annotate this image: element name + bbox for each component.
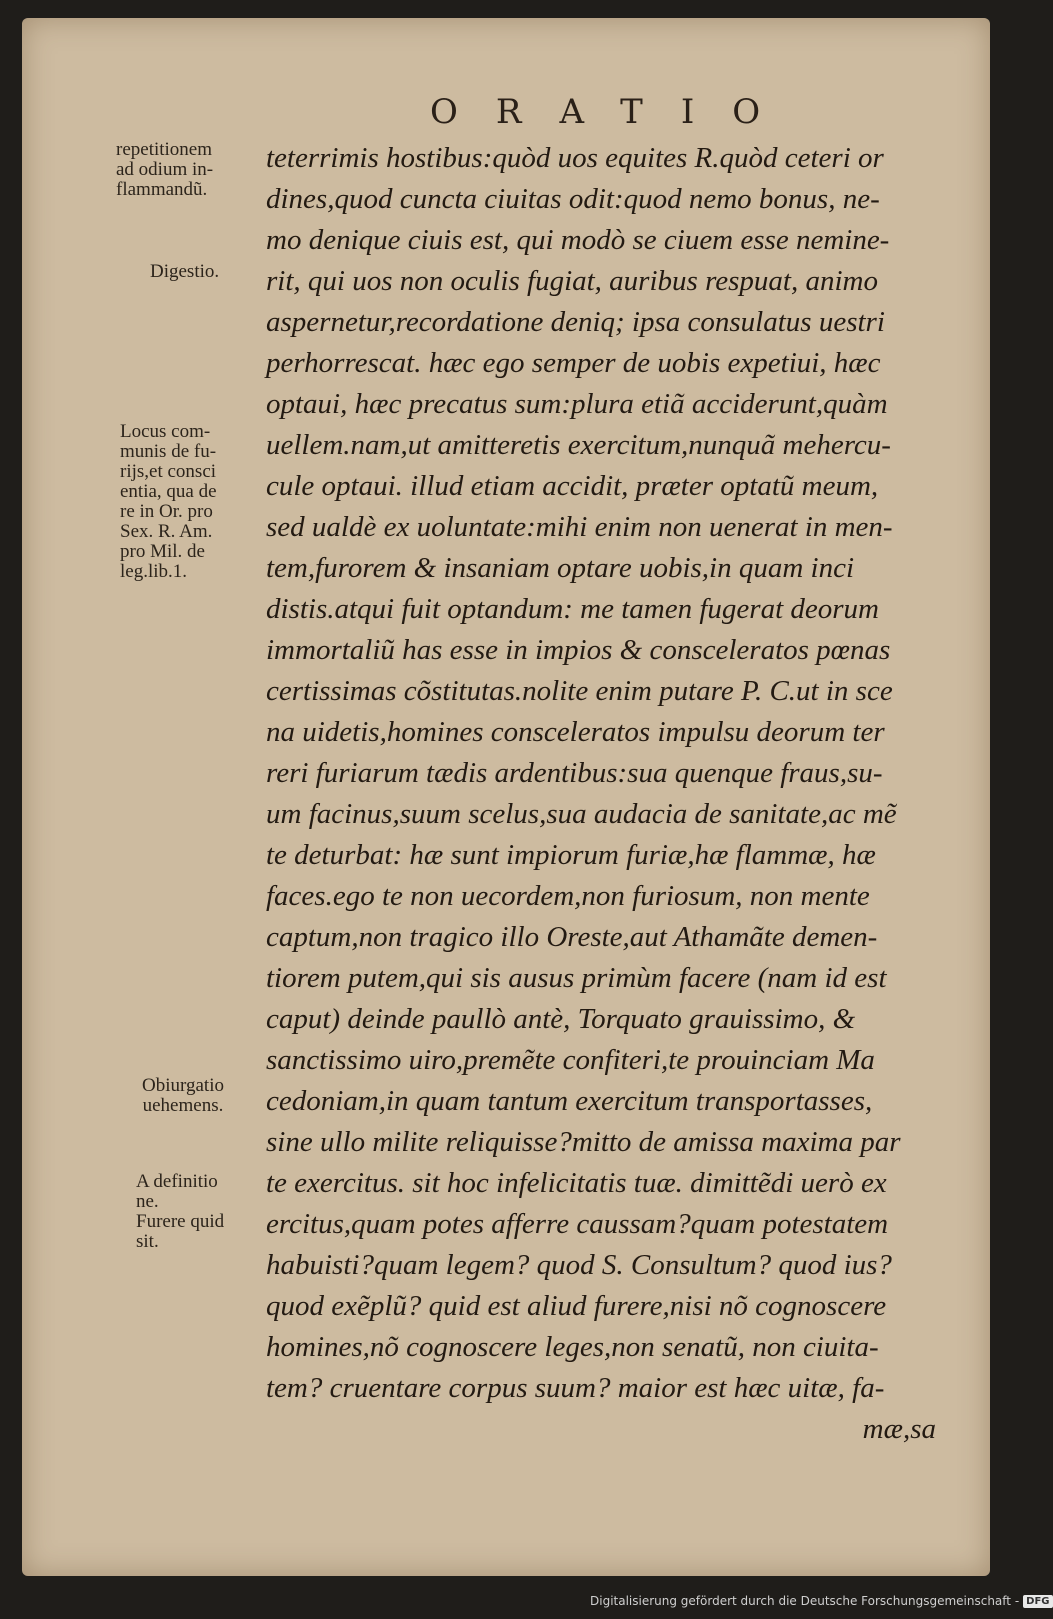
text-line: sed ualdè ex uoluntate:mihi enim non uenerat in men- xyxy=(266,511,893,543)
text-line: cule optaui. illud etiam accidit, præter optatũ meum, xyxy=(266,470,879,502)
text-line: homines,nõ cognoscere leges,non senatũ, non ciuita- xyxy=(266,1331,879,1363)
text-line: immortaliũ has esse in impios & consceleratos pœnas xyxy=(266,634,891,666)
margin-note-line: Locus com- xyxy=(120,421,211,442)
main-text-block xyxy=(266,138,956,1450)
margin-note-line: Furere quid xyxy=(136,1211,225,1232)
text-line: rit, qui uos non oculis fugiat, auribus respuat, animo xyxy=(266,265,878,297)
text-line: certissimas cõstitutas.nolite enim putare P. C.ut in sce xyxy=(266,675,893,707)
text-line: na uidetis,homines consceleratos impulsu deorum ter xyxy=(266,716,885,748)
text-line: distis.atqui fuit optandum: me tamen fugerat deorum xyxy=(266,593,879,625)
margin-note-repetition xyxy=(116,140,213,200)
digitization-footer xyxy=(590,1594,1050,1608)
text-line: caput) deinde paullò antè, Torquato grauissimo, & xyxy=(266,1003,856,1035)
text-line: ercitus,quam potes afferre caussam?quam potestatem xyxy=(266,1208,889,1240)
margin-note-line: ne. xyxy=(136,1191,159,1212)
margin-note-locus-communis xyxy=(120,422,217,582)
text-line: tem? cruentare corpus suum? maior est hæc uitæ, fa- xyxy=(266,1372,885,1404)
text-line: uellem.nam,ut amitteretis exercitum,nunquã mehercu- xyxy=(266,429,891,461)
text-line: mo denique ciuis est, qui modò se ciuem esse nemine- xyxy=(266,224,890,256)
text-line: sine ullo milite reliquisse?mitto de amissa maxima par xyxy=(266,1126,901,1158)
margin-note-line: rijs,et consci xyxy=(120,461,217,482)
margin-note-line: pro Mil. de xyxy=(120,541,205,562)
margin-note-obiurgatio xyxy=(142,1076,224,1116)
margin-note-line: flammandũ. xyxy=(116,179,208,200)
margin-note-line: re in Or. pro xyxy=(120,501,213,522)
footer-text: Digitalisierung gefördert durch die Deutsche Forschungsgemeinschaft - xyxy=(590,1594,1020,1608)
text-line: perhorrescat. hæc ego semper de uobis expetiui, hæc xyxy=(266,347,881,379)
margin-note-line: uehemens. xyxy=(142,1095,224,1116)
margin-note-digestio xyxy=(150,262,219,282)
catchword-line: mæ,sa xyxy=(862,1413,936,1445)
margin-note-line: Digestio. xyxy=(150,261,220,282)
margin-note-line: ad odium in- xyxy=(116,159,214,180)
margin-note-line: munis de fu- xyxy=(120,441,217,462)
margin-note-line: Sex. R. Am. xyxy=(120,521,213,542)
margin-note-line: sit. xyxy=(136,1231,159,1252)
text-line: faces.ego te non uecordem,non furiosum, non mente xyxy=(266,880,870,912)
text-line: tiorem putem,qui sis ausus primùm facere (nam id est xyxy=(266,962,887,994)
margin-note-line: leg.lib.1. xyxy=(120,561,188,582)
margin-note-line: entia, qua de xyxy=(120,481,217,502)
text-line: reri furiarum tædis ardentibus:sua quenque fraus,su- xyxy=(266,757,883,789)
text-line: dines,quod cuncta ciuitas odit:quod nemo bonus, ne- xyxy=(266,183,880,215)
text-line: tem,furorem & insaniam optare uobis,in quam inci xyxy=(266,552,855,584)
text-line: sanctissimo uiro,premẽte confiteri,te prouinciam Ma xyxy=(266,1044,875,1076)
text-line: captum,non tragico illo Oreste,aut Athamãte demen- xyxy=(266,921,878,953)
margin-note-line: Obiurgatio xyxy=(142,1075,224,1096)
text-line: optaui, hæc precatus sum:plura etiã acciderunt,quàm xyxy=(266,388,888,420)
running-head: ORATIO xyxy=(430,92,799,132)
margin-note-definitione xyxy=(136,1172,224,1252)
text-line: quod exẽplũ? quid est aliud furere,nisi nõ cognoscere xyxy=(266,1290,887,1322)
dfg-logo-icon: DFG xyxy=(1023,1595,1052,1608)
text-line: te exercitus. sit hoc infelicitatis tuæ. dimittẽdi uerò ex xyxy=(266,1167,887,1199)
text-line: teterrimis hostibus:quòd uos equites R.quòd ceteri or xyxy=(266,142,884,174)
text-line: te deturbat: hæ sunt impiorum furiæ,hæ flammæ, hæ xyxy=(266,839,876,871)
text-line: um facinus,suum scelus,sua audacia de sanitate,ac mẽ xyxy=(266,798,897,830)
text-line: aspernetur,recordatione deniq; ipsa consulatus uestri xyxy=(266,306,885,338)
margin-note-line: repetitionem xyxy=(116,139,213,160)
text-line: cedoniam,in quam tantum exercitum transportasses, xyxy=(266,1085,873,1117)
text-line: habuisti?quam legem? quod S. Consultum? quod ius? xyxy=(266,1249,892,1281)
margin-note-line: A definitio xyxy=(136,1171,218,1192)
